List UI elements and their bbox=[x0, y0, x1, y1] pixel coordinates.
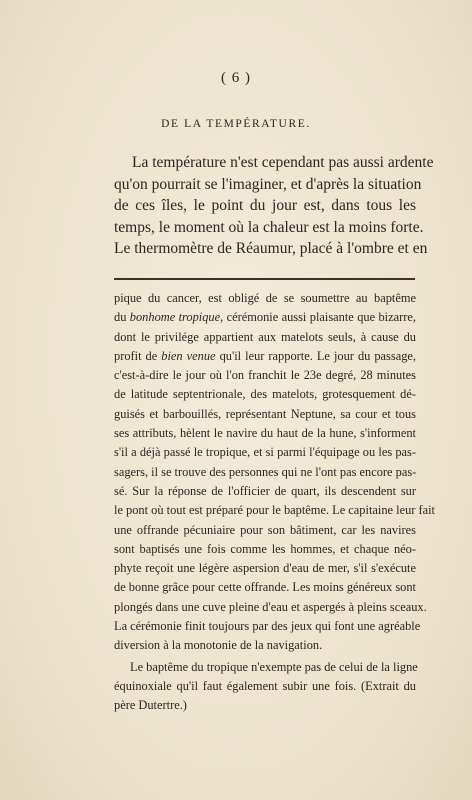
main-line: La température n'est cependant pas aussi ardente bbox=[132, 154, 434, 171]
footnote-separator-rule bbox=[114, 278, 415, 280]
footnote-line: du bonhome tropique, cérémonie aussi plaisante que bizarre, bbox=[114, 310, 416, 325]
footnote-line: équinoxiale qu'il faut également subir une fois. (Extrait du bbox=[114, 678, 416, 693]
footnote-line: plongés dans une cuve pleine d'eau et aspergés à pleins sceaux. bbox=[114, 599, 427, 614]
main-paragraph bbox=[114, 152, 434, 260]
page-number: ( 6 ) bbox=[221, 70, 251, 86]
footnote-line: le pont où tout est préparé pour le baptême. Le capitaine leur fait bbox=[114, 503, 435, 518]
italic-phrase: bien venue bbox=[161, 348, 216, 363]
footnote-line: dont le privilége appartient aux matelots seuls, à cause du bbox=[114, 329, 416, 344]
footnote-line: diversion à la monotonie de la navigation. bbox=[114, 638, 323, 653]
main-line: temps, le moment où la chaleur est la moins forte. bbox=[114, 218, 424, 236]
footnote-line: père Dutertre.) bbox=[114, 698, 187, 713]
italic-phrase: bonhome tropique bbox=[129, 310, 221, 325]
footnote-line: Le baptême du tropique n'exempte pas de celui de la ligne bbox=[130, 659, 418, 674]
main-line: de ces îles, le point du jour est, dans tous les bbox=[114, 197, 416, 214]
footnote-line: sont baptisés une fois comme les hommes, et chaque néo- bbox=[114, 541, 416, 556]
main-line: Le thermomètre de Réaumur, placé à l'ombre et en bbox=[114, 240, 428, 257]
footnote-text bbox=[114, 289, 435, 716]
footnote-line: sagers, il se trouve des personnes qui ne l'ont pas encore pas- bbox=[114, 464, 417, 479]
footnote-line: profit de bien venue qu'il leur rapporte. Le jour du passage, bbox=[114, 348, 416, 363]
footnote-line: une offrande pécuniaire pour son bâtiment, car les navires bbox=[114, 522, 416, 537]
footnote-line: de latitude septentrionale, des matelots, grotesquement dé- bbox=[114, 387, 416, 402]
footnote-line: s'il a déjà passé le tropique, et si parmi l'équipage ou les pas- bbox=[114, 445, 416, 460]
footnote-line: phyte reçoit une légère aspersion d'eau de mer, s'il s'exécute bbox=[114, 561, 416, 576]
footnote-line: guisés et barbouillés, représentant Neptune, sa cour et tous bbox=[114, 406, 416, 421]
footnote-line: de bonne grâce pour cette offrande. Les moins généreux sont bbox=[114, 580, 416, 595]
footnote-line: c'est-à-dire le jour où l'on franchit le 23e degré, 28 minutes bbox=[114, 368, 416, 383]
footnote-line: ses attributs, hèlent le navire du haut de la hune, s'informent bbox=[114, 426, 416, 441]
footnote-line: sé. Sur la réponse de l'officier de quart, ils descendent sur bbox=[114, 483, 416, 498]
main-line: qu'on pourrait se l'imaginer, et d'après la situation bbox=[114, 175, 422, 193]
footnote-line: La cérémonie finit toujours par des jeux qui font une agréable bbox=[114, 619, 421, 634]
section-title: DE LA TEMPÉRATURE. bbox=[161, 118, 311, 130]
footnote-line: pique du cancer, est obligé de se soumettre au baptême bbox=[114, 291, 416, 305]
